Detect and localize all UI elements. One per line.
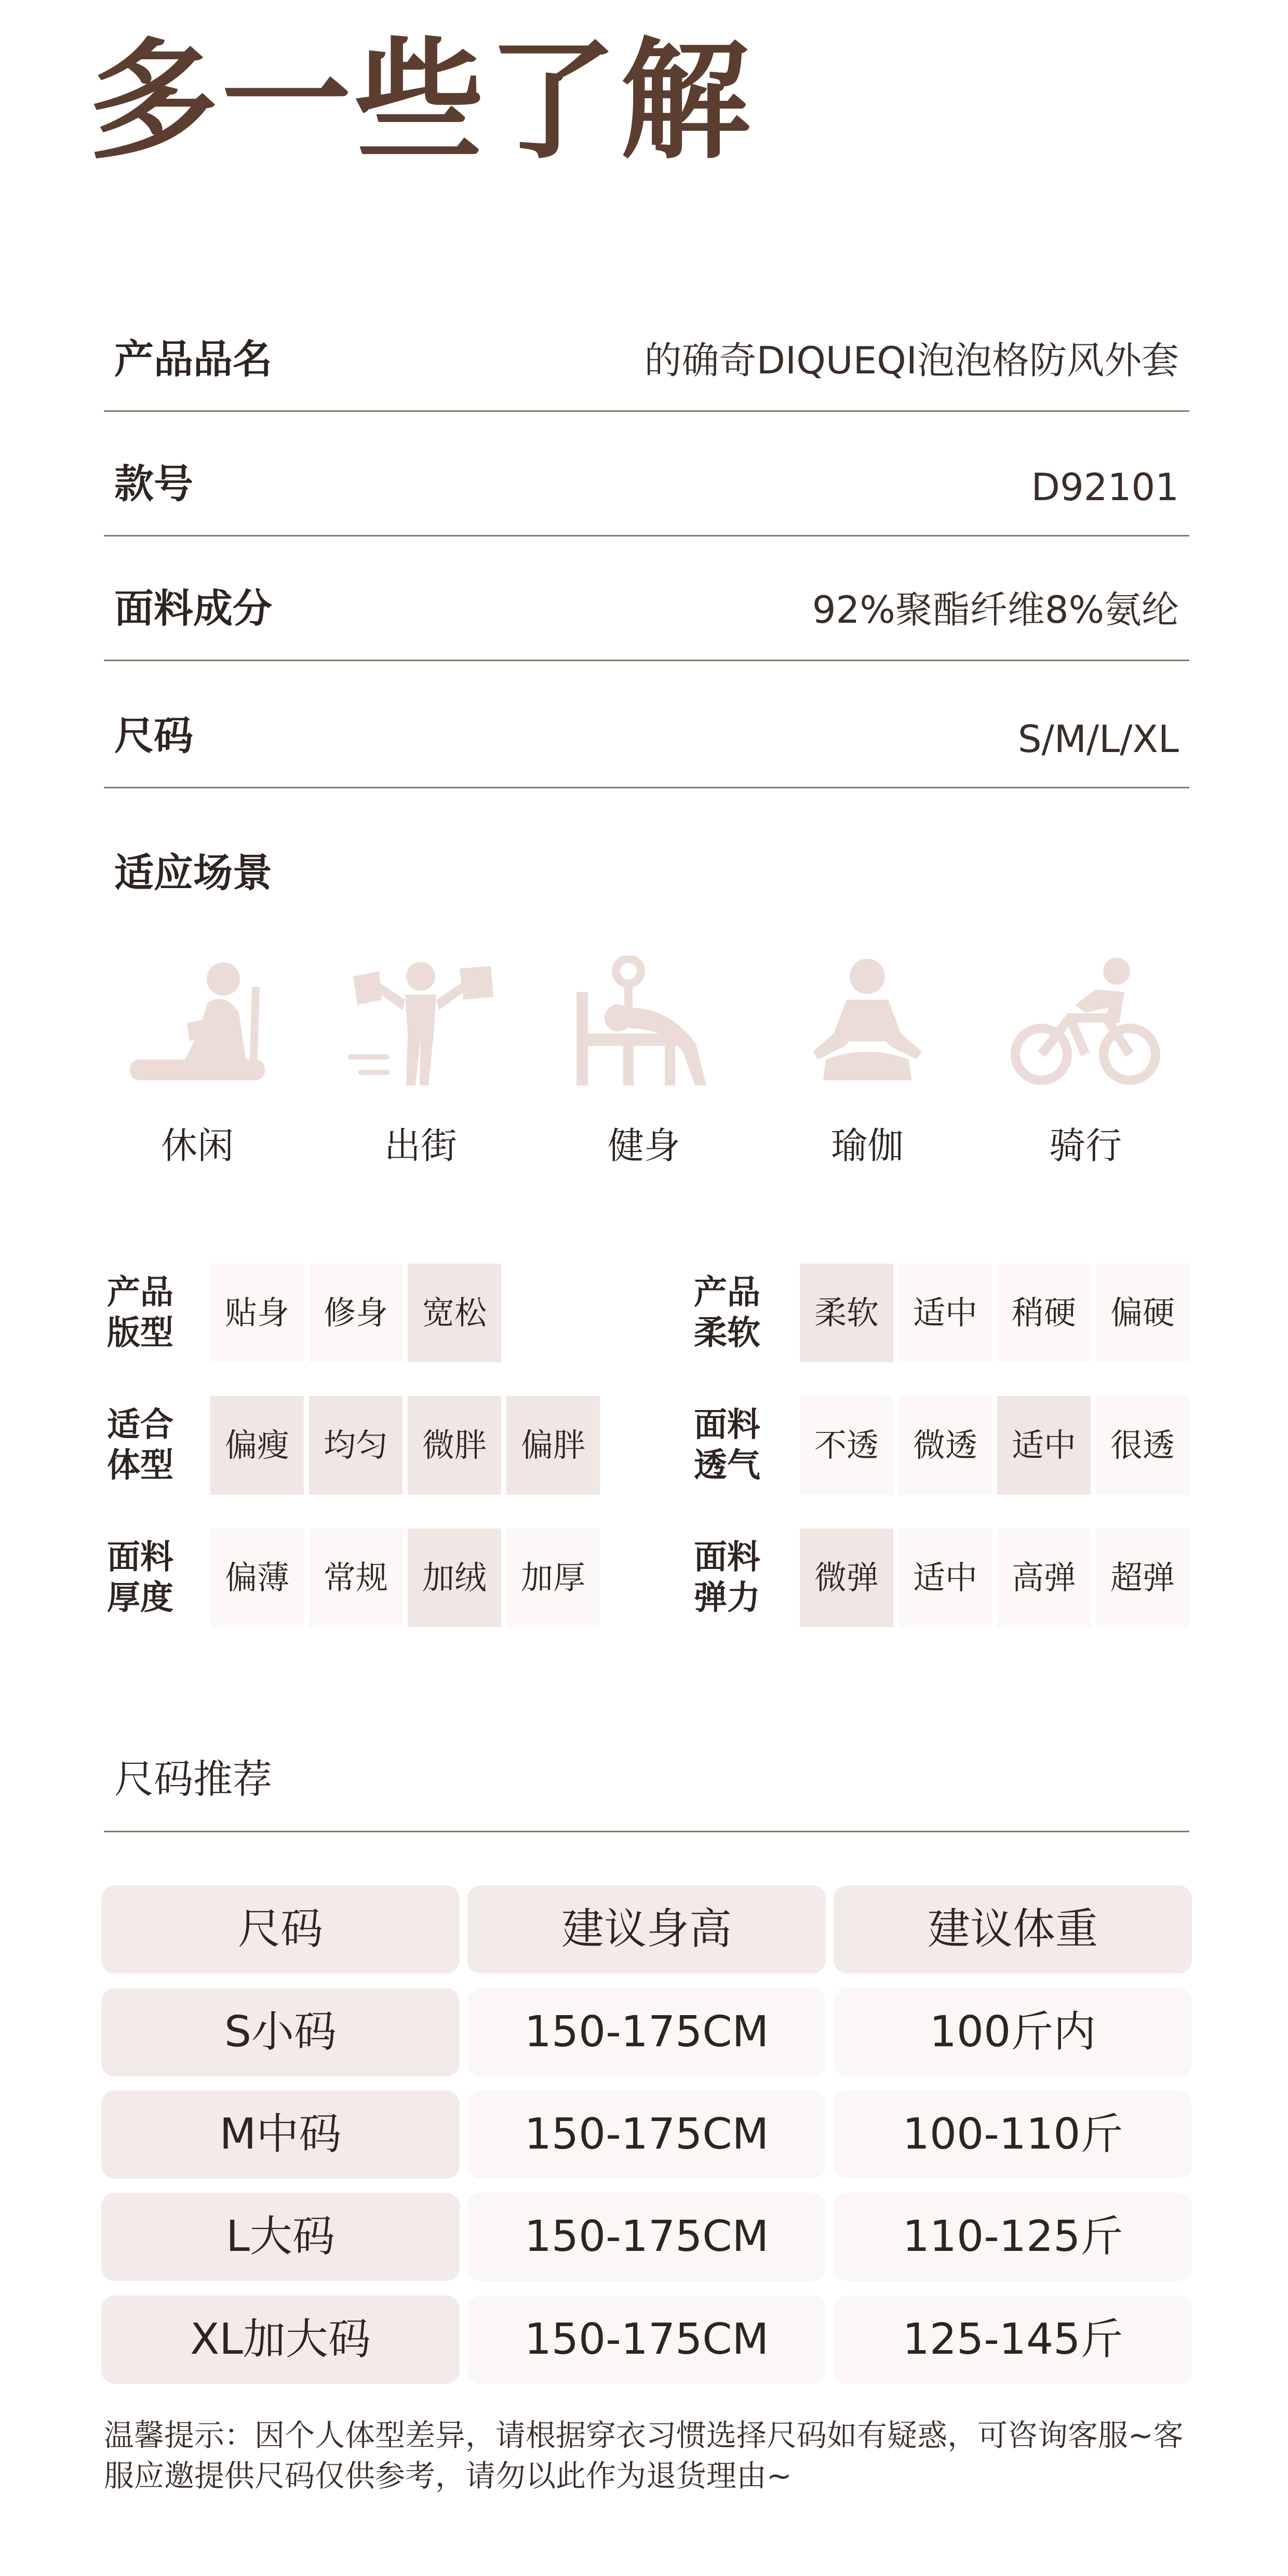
scene-street	[343, 956, 499, 1169]
option-medium: 适中	[898, 1264, 992, 1362]
attr-label-text: 厚度	[107, 1579, 173, 1617]
size-table-heading: 尺码推荐	[114, 1756, 272, 1802]
option-regular: 常规	[309, 1528, 403, 1627]
option-fat-selected: 偏胖	[506, 1396, 600, 1495]
info-value: S/M/L/XL	[1017, 717, 1179, 761]
option-loose-selected: 宽松	[408, 1264, 501, 1362]
info-key: 尺码	[114, 713, 193, 759]
info-value: 92%聚酯纤维8%氨纶	[812, 588, 1179, 632]
attr-label-text: 弹力	[694, 1579, 760, 1617]
table-cell-weight: 100-110斤	[834, 2090, 1192, 2179]
cyclist-icon	[1008, 956, 1163, 1091]
option-tight: 贴身	[210, 1264, 304, 1362]
info-row-style-number	[104, 410, 1189, 536]
table-header-size: 尺码	[101, 1885, 460, 1974]
scene-label: 出街	[384, 1124, 457, 1167]
attr-label-text: 产品	[694, 1273, 760, 1312]
scene-cycling	[1008, 956, 1163, 1169]
table-cell-size: L大码	[101, 2193, 460, 2281]
attr-label-elasticity	[686, 1537, 769, 1618]
attr-label-text: 版型	[107, 1314, 173, 1352]
scene-yoga	[789, 956, 945, 1169]
option-thin-fabric: 偏薄	[210, 1528, 304, 1627]
scene-leisure	[119, 956, 275, 1169]
page-title: 多一些了解	[88, 25, 753, 177]
table-header-height: 建议身高	[467, 1885, 826, 1974]
scene-label: 骑行	[1049, 1124, 1122, 1167]
info-value: D92101	[1031, 465, 1179, 509]
divider	[104, 1831, 1189, 1832]
table-cell-size: XL加大码	[101, 2296, 460, 2384]
scene-fitness	[566, 956, 722, 1169]
attr-label-text: 产品	[107, 1273, 173, 1312]
attr-label-text: 适合	[107, 1406, 173, 1444]
table-cell-weight: 125-145斤	[834, 2296, 1192, 2384]
option-even-selected: 均匀	[309, 1396, 403, 1495]
lounging-person-icon	[119, 956, 275, 1091]
attr-label-text: 体型	[107, 1446, 173, 1485]
option-slim: 修身	[309, 1264, 403, 1362]
table-cell-size: M中码	[101, 2090, 460, 2179]
size-note: 温馨提示：因个人体型差异，请根据穿衣习惯选择尺码如有疑惑，可咨询客服~客服应邀提供尺码仅供参考，请勿以此作为退货理由~	[104, 2418, 1184, 2493]
scene-label: 瑜伽	[831, 1124, 904, 1167]
info-value: 的确奇DIQUEQI泡泡格防风外套	[644, 339, 1179, 382]
info-row-size	[104, 662, 1189, 788]
option-slightly-hard: 稍硬	[997, 1264, 1091, 1362]
table-cell-height: 150-175CM	[467, 2193, 826, 2281]
table-cell-height: 150-175CM	[467, 2296, 826, 2384]
option-medium-stretch: 适中	[898, 1528, 992, 1627]
attr-label-text: 面料	[107, 1538, 173, 1577]
attr-label-thickness	[99, 1537, 182, 1618]
option-not-breathable: 不透	[800, 1396, 893, 1495]
option-chubby-selected: 微胖	[408, 1396, 501, 1495]
attr-label-fit	[99, 1272, 182, 1353]
scene-label: 健身	[608, 1124, 680, 1167]
option-hard: 偏硬	[1096, 1264, 1189, 1362]
option-slight-stretch-selected: 微弹	[800, 1528, 893, 1627]
option-fleece-selected: 加绒	[408, 1528, 501, 1627]
info-key: 产品品名	[114, 336, 272, 382]
attr-label-body	[99, 1405, 182, 1486]
table-cell-height: 150-175CM	[467, 2090, 826, 2179]
attr-label-text: 透气	[694, 1446, 760, 1485]
attr-label-text: 面料	[694, 1538, 760, 1577]
option-medium-breathable-selected: 适中	[997, 1396, 1091, 1495]
attr-label-text: 柔软	[694, 1314, 760, 1352]
option-very-breathable: 很透	[1096, 1396, 1189, 1495]
workout-bench-icon	[566, 956, 722, 1091]
table-cell-height: 150-175CM	[467, 1988, 826, 2076]
info-key: 款号	[114, 461, 193, 507]
table-cell-weight: 110-125斤	[834, 2193, 1192, 2281]
scene-label: 休闲	[161, 1124, 234, 1167]
scenes-heading: 适应场景	[114, 850, 272, 896]
option-thick: 加厚	[506, 1528, 600, 1627]
option-high-stretch: 高弹	[997, 1528, 1091, 1627]
attr-label-breathability	[686, 1405, 769, 1486]
option-thin-selected: 偏瘦	[210, 1396, 304, 1495]
table-header-weight: 建议体重	[834, 1885, 1192, 1974]
shopping-person-icon	[343, 956, 499, 1091]
yoga-person-icon	[789, 956, 945, 1091]
info-key: 面料成分	[114, 585, 272, 632]
table-cell-size: S小码	[101, 1988, 460, 2076]
option-soft-selected: 柔软	[800, 1264, 893, 1362]
table-cell-weight: 100斤内	[834, 1988, 1192, 2076]
info-row-product-name	[104, 286, 1189, 412]
option-super-stretch: 超弹	[1096, 1528, 1189, 1627]
attr-label-text: 面料	[694, 1406, 760, 1444]
info-row-fabric	[104, 535, 1189, 661]
attr-label-softness	[686, 1272, 769, 1353]
option-slightly-breathable: 微透	[898, 1396, 992, 1495]
